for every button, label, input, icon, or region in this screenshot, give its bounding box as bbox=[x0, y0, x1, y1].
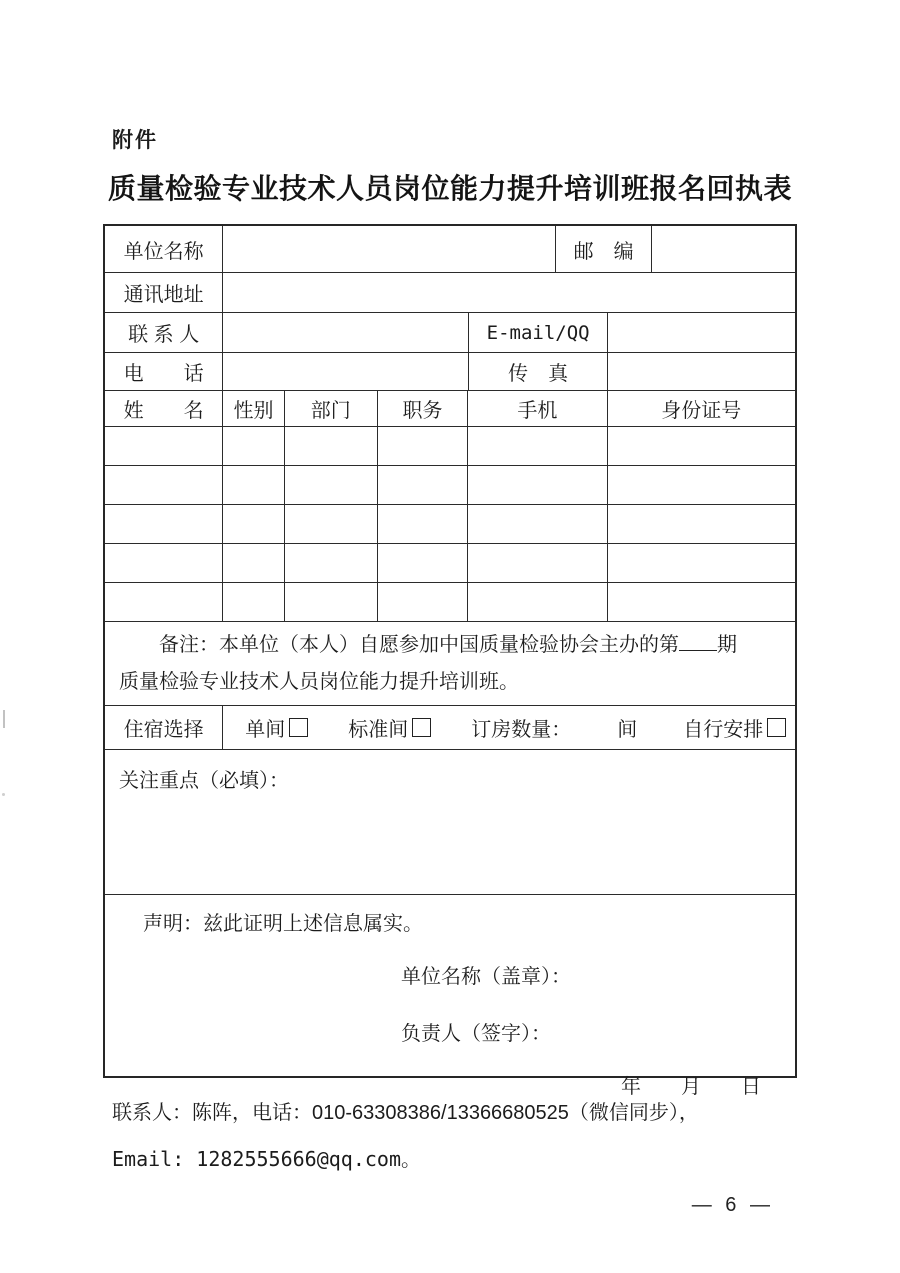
lodging-options bbox=[222, 706, 795, 749]
staff-empty-row bbox=[105, 543, 795, 582]
postal-code-input-cell bbox=[651, 226, 795, 272]
staff-header-id-number: 身份证号 bbox=[607, 391, 795, 426]
lodging-row bbox=[105, 705, 795, 749]
staff-cell-empty bbox=[284, 466, 377, 504]
unit-name-row bbox=[105, 226, 795, 272]
staff-cell-empty bbox=[377, 466, 467, 504]
staff-cell-empty bbox=[467, 427, 606, 465]
remark-line1: 备注：本单位（本人）自愿参加中国质量检验协会主办的第 bbox=[159, 634, 679, 656]
address-row bbox=[105, 272, 795, 312]
staff-cell-empty bbox=[467, 505, 606, 543]
fax-input-cell bbox=[607, 353, 795, 390]
signature-line: 负责人（签字）： bbox=[401, 1023, 551, 1045]
lodging-option-single: 单间 bbox=[245, 719, 286, 741]
staff-cell-empty bbox=[607, 583, 795, 621]
email-qq-label: E-mail/QQ bbox=[468, 313, 607, 352]
blank-underline bbox=[679, 631, 717, 651]
remark-line1-end: 期 bbox=[717, 634, 737, 656]
staff-header-name: 姓 名 bbox=[123, 400, 204, 422]
staff-cell-empty bbox=[377, 544, 467, 582]
staff-cell-empty bbox=[222, 505, 283, 543]
declaration-statement: 声明：兹此证明上述信息属实。 bbox=[143, 913, 423, 935]
unit-name-input-cell bbox=[222, 226, 555, 272]
staff-cell-empty bbox=[377, 583, 467, 621]
lodging-unit-label: 间 bbox=[617, 719, 638, 741]
remark-text bbox=[105, 622, 795, 705]
staff-header-position: 职务 bbox=[377, 391, 467, 426]
postal-code-label: 邮 编 bbox=[555, 226, 652, 272]
contact-person-row bbox=[105, 312, 795, 352]
checkbox-self-icon bbox=[767, 718, 786, 737]
address-input-cell bbox=[222, 273, 795, 312]
remark-row bbox=[105, 621, 795, 705]
fax-label: 传 真 bbox=[468, 353, 607, 390]
staff-cell-empty bbox=[467, 544, 606, 582]
unit-seal-line: 单位名称（盖章）： bbox=[401, 966, 571, 988]
declaration-row bbox=[105, 894, 795, 1098]
lodging-booking-label: 订房数量： bbox=[471, 719, 572, 741]
scan-artifact bbox=[2, 793, 5, 796]
form-title: 质量检验专业技术人员岗位能力提升培训班报名回执表 bbox=[107, 173, 792, 204]
contact-person-label: 联 系 人 bbox=[128, 324, 200, 346]
staff-cell-empty bbox=[105, 583, 222, 621]
staff-header-gender: 性别 bbox=[222, 391, 283, 426]
phone-row bbox=[105, 352, 795, 390]
lodging-label: 住宿选择 bbox=[123, 719, 204, 741]
staff-cell-empty bbox=[607, 505, 795, 543]
staff-cell-empty bbox=[105, 466, 222, 504]
staff-table-header-row bbox=[105, 390, 795, 426]
staff-cell-empty bbox=[377, 505, 467, 543]
date-line: 年 月 日 bbox=[621, 1076, 761, 1098]
attachment-label: 附件 bbox=[112, 129, 158, 152]
staff-empty-row bbox=[105, 465, 795, 504]
staff-cell-empty bbox=[284, 505, 377, 543]
staff-empty-row bbox=[105, 582, 795, 621]
phone-input-cell bbox=[222, 353, 468, 390]
scan-artifact bbox=[3, 710, 5, 728]
checkbox-single-icon bbox=[289, 718, 308, 737]
staff-cell-empty bbox=[222, 583, 283, 621]
lodging-option-standard: 标准间 bbox=[348, 719, 409, 741]
footer-contact-line: 联系人：陈阵，电话：010-63308386/13366680525（微信同步）， bbox=[112, 1102, 699, 1124]
unit-name-label: 单位名称 bbox=[123, 240, 204, 263]
checkbox-standard-icon bbox=[412, 718, 431, 737]
lodging-option-self: 自行安排 bbox=[683, 719, 764, 741]
staff-cell-empty bbox=[222, 466, 283, 504]
address-label: 通讯地址 bbox=[123, 284, 204, 306]
staff-cell-empty bbox=[607, 466, 795, 504]
staff-cell-empty bbox=[105, 427, 222, 465]
declaration-cell bbox=[105, 895, 795, 1098]
contact-person-input-cell bbox=[222, 313, 468, 352]
staff-empty-row bbox=[105, 426, 795, 465]
footer-contact-info bbox=[112, 1098, 900, 1174]
email-qq-input-cell bbox=[607, 313, 795, 352]
focus-label: 关注重点（必填）： bbox=[119, 770, 289, 792]
staff-cell-empty bbox=[222, 427, 283, 465]
staff-cell-empty bbox=[284, 427, 377, 465]
staff-cell-empty bbox=[284, 544, 377, 582]
staff-cell-empty bbox=[222, 544, 283, 582]
staff-cell-empty bbox=[105, 544, 222, 582]
staff-cell-empty bbox=[105, 505, 222, 543]
page-number: — 6 — bbox=[691, 1194, 774, 1216]
remark-line2: 质量检验专业技术人员岗位能力提升培训班。 bbox=[119, 671, 519, 693]
staff-empty-row bbox=[105, 504, 795, 543]
staff-header-mobile: 手机 bbox=[467, 391, 606, 426]
footer-email-line: Email: 1282555666@qq.com。 bbox=[112, 1147, 421, 1171]
focus-row bbox=[105, 749, 795, 894]
phone-label: 电 话 bbox=[123, 363, 204, 385]
staff-cell-empty bbox=[284, 583, 377, 621]
staff-cell-empty bbox=[467, 466, 606, 504]
staff-cell-empty bbox=[607, 544, 795, 582]
staff-header-department: 部门 bbox=[284, 391, 377, 426]
staff-cell-empty bbox=[377, 427, 467, 465]
staff-cell-empty bbox=[607, 427, 795, 465]
staff-cell-empty bbox=[467, 583, 606, 621]
registration-form-table bbox=[103, 224, 797, 1098]
